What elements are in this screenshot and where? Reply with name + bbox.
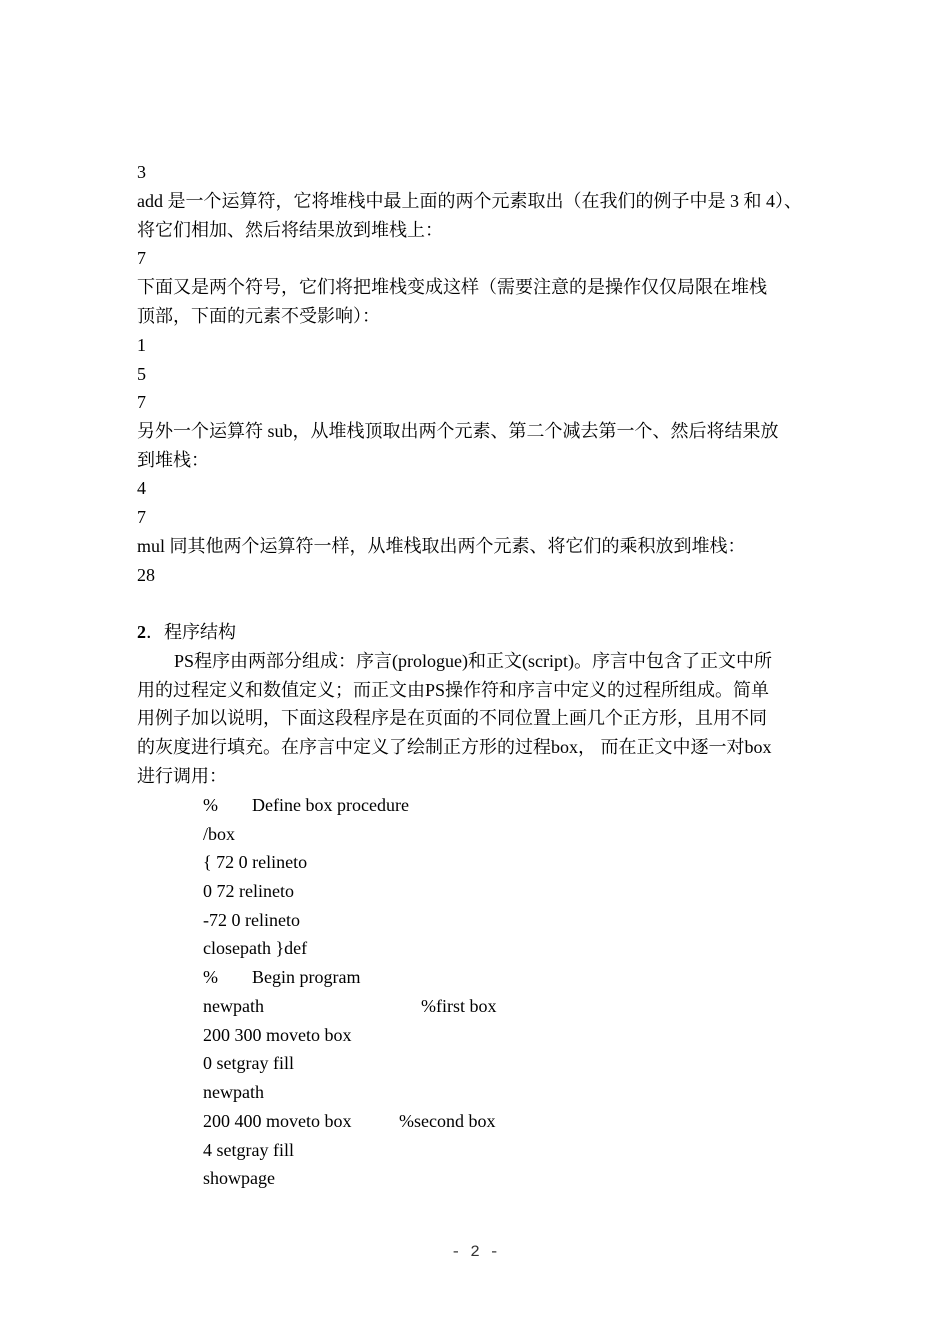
code-line <box>203 994 893 1018</box>
paragraph-line: PS程序由两部分组成：序言(prologue)和正文(script)。序言中包含了正文中所 <box>174 651 772 671</box>
section-title: ．程序结构 <box>146 622 236 642</box>
comment-symbol: % <box>203 967 218 987</box>
code-line: 4 setgray fill <box>203 1140 294 1160</box>
stack-value: 3 <box>137 162 146 182</box>
code-line: 200 300 moveto box <box>203 1025 352 1045</box>
code-line: newpath <box>203 1082 264 1102</box>
paragraph-line: 进行调用： <box>137 766 227 786</box>
stack-value: 28 <box>137 565 155 585</box>
code-line: -72 0 relineto <box>203 910 300 930</box>
body-text: 另外一个运算符 sub，从堆栈顶取出两个元素、第二个减去第一个、然后将结果放 <box>137 421 779 441</box>
code-text: newpath <box>203 996 264 1016</box>
stack-value: 7 <box>137 507 146 527</box>
body-text: mul 同其他两个运算符一样，从堆栈取出两个元素、将它们的乘积放到堆栈： <box>137 536 746 556</box>
section-heading <box>137 620 827 644</box>
paragraph-line: 的灰度进行填充。在序言中定义了绘制正方形的过程box， 而在正文中逐一对box <box>137 737 772 757</box>
paragraph-line: 用例子加以说明，下面这段程序是在页面的不同位置上画几个正方形，且用不同 <box>137 708 767 728</box>
code-line: closepath }def <box>203 938 308 958</box>
code-line <box>203 965 893 989</box>
stack-value: 4 <box>137 478 146 498</box>
body-text: add 是一个运算符，它将堆栈中最上面的两个元素取出（在我们的例子中是 3 和 4）、 <box>137 191 802 211</box>
body-text: 到堆栈： <box>137 450 209 470</box>
code-line: 0 setgray fill <box>203 1053 294 1073</box>
code-line: showpage <box>203 1168 275 1188</box>
code-comment: %second box <box>399 1111 496 1131</box>
page-number: - 2 - <box>450 1243 499 1261</box>
section-number: 2 <box>137 622 146 642</box>
body-text: 将它们相加、然后将结果放到堆栈上： <box>137 220 443 240</box>
stack-value: 7 <box>137 248 146 268</box>
code-line <box>203 793 893 817</box>
body-text: 顶部，下面的元素不受影响）： <box>137 306 380 326</box>
paragraph-line: 用的过程定义和数值定义；而正文由PS操作符和序言中定义的过程所组成。简单 <box>137 680 770 700</box>
code-line: /box <box>203 824 236 844</box>
code-line: { 72 0 relineto <box>203 852 308 872</box>
code-line <box>203 1109 893 1133</box>
comment-symbol: % <box>203 795 218 815</box>
code-text: 200 400 moveto box <box>203 1111 352 1131</box>
code-comment: %first box <box>421 996 497 1016</box>
body-text: 下面又是两个符号，它们将把堆栈变成这样（需要注意的是操作仅仅局限在堆栈 <box>137 277 767 297</box>
stack-value: 5 <box>137 364 146 384</box>
stack-value: 1 <box>137 335 146 355</box>
stack-value: 7 <box>137 392 146 412</box>
code-line: 0 72 relineto <box>203 881 294 901</box>
code-comment: Define box procedure <box>252 795 409 815</box>
code-comment: Begin program <box>252 967 361 987</box>
